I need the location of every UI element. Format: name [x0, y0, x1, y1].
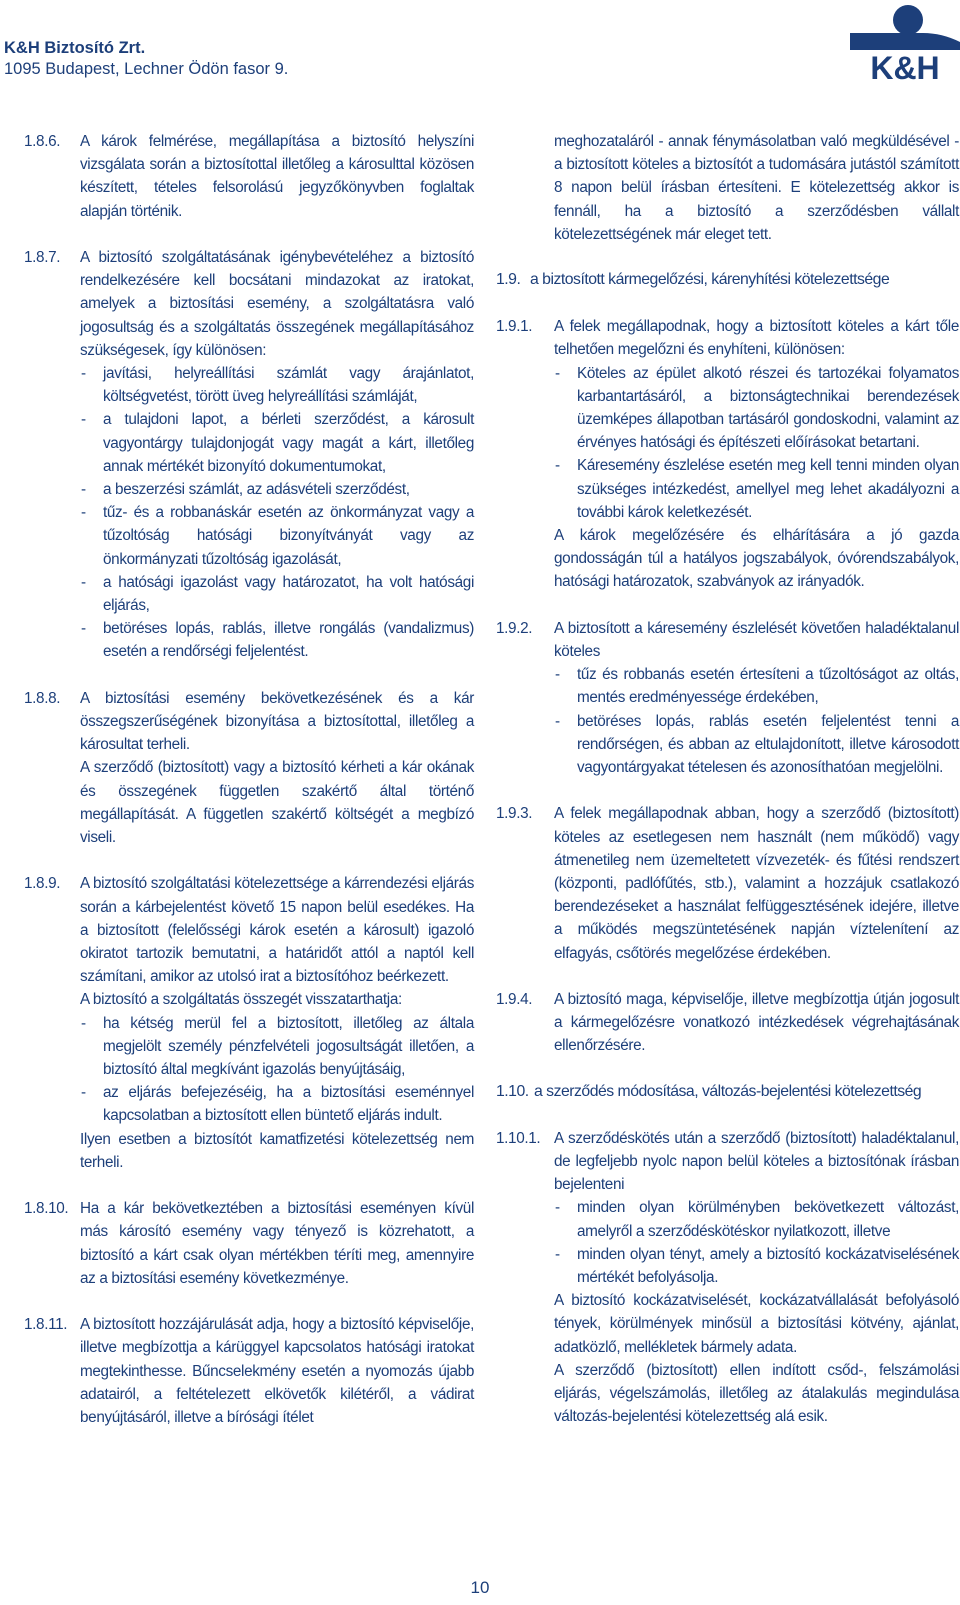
section-title: a szerződés módosítása, változás-bejelentési kötelezettség — [534, 1082, 922, 1100]
clause-text: A felek megállapodnak abban, hogy a szerződő (biztosított) köteles az esetlegesen nem használt (nem működő) vagy átmenetileg nem üzemeltetett vízvezeték- és fűtési rendszert (központi, padlófűtés, stb.), valamint a hozzájuk csatlakozó berendezéseket a használat felfüggesztésének idejére, illetve a működés megszüntetésének napján víztelenítení az elfagyás, csőtörés megelőzése érdekében. — [554, 805, 959, 962]
logo-text: K&H — [870, 50, 940, 82]
clause-text: A szerződéskötés után a szerződő (biztosított) haladéktalanul, de legfeljebb nyolc napon belül köteles a biztosítónak írásban bejelenteni — [554, 1129, 959, 1194]
clause-1-9-4 — [496, 988, 959, 1058]
clause-1-8-11 — [24, 1313, 474, 1429]
list-item: - tűz- és a robbanáskár esetén az önkormányzat vagy a tűzoltóság hatósági bizonyítványát vagy az önkormányzati tűzoltóság igazolását, — [80, 501, 474, 571]
list-item: - betöréses lopás, rablás esetén feljelentést tenni a rendőrségen, és abban az eltulajdonított, illetve károsodott vagyontárgyakat tételesen és azonosíthatóan megjelölni. — [554, 710, 959, 780]
clause-text: A biztosítási esemény bekövetkezésének és a kár összegszerűségének bizonyítása a biztosítottal, illetőleg a károsultat terheli. — [80, 689, 474, 754]
document-list — [80, 362, 474, 664]
right-column — [496, 130, 959, 1452]
clause-1-8-10 — [24, 1197, 474, 1290]
list-item: - Köteles az épület alkotó részei és tartozékai folyamatos karbantartásáról, a biztonságtechnikai berendezések üzemképes állapotban tartásáról gondoskodni, valamint az érvényes hatósági és építészeti előírásokat betartani. — [554, 362, 959, 455]
clause-1-8-8 — [24, 687, 474, 849]
clause-text: A szerződő (biztosított) ellen indított csőd-, felszámolási eljárás, végelszámolás, illetőleg az átalakulás megindulása változás-bejelentési kötelezettség alá esik. — [554, 1361, 959, 1426]
section-number: 1.9. — [496, 271, 521, 289]
clause-text: A biztosító szolgáltatási kötelezettsége a kárrendezési eljárás során a kárbejelentést követő 15 napon belül esedékes. Ha a biztosított (felelősségi károk esetén a károsult) igazoló okiratot tartozik bemutatni, a határidőt attól a naptól kell számítani, amikor az utolsó irat a biztosítóhoz beérkezett. — [80, 875, 474, 986]
section-number: 1.10. — [496, 1082, 529, 1100]
clause-number: 1.8.8. — [24, 689, 61, 707]
clause-number: 1.8.11. — [24, 1316, 68, 1334]
clause-text: A biztosító maga, képviselője, illetve megbízottja útján jogosult a kármegelőzésre vonatkozó intézkedések végrehajtásának ellenőrzésére. — [554, 991, 959, 1055]
list-item: - a beszerzési számlát, az adásvételi szerződést, — [80, 478, 474, 501]
clause-1-9-2 — [496, 617, 959, 779]
list-item: - javítási, helyreállítási számlát vagy árajánlatot, költségvetést, törött üveg helyreállítási számláját, — [80, 362, 474, 408]
clause-1-8-6 — [24, 130, 474, 223]
clause-number: 1.9.2. — [496, 619, 533, 637]
company-name: K&H Biztosító Zrt. — [4, 39, 146, 57]
list-item: - minden olyan körülményben bekövetkezett változást, amelyről a szerződéskötéskor nyilatkozott, illetve — [554, 1196, 959, 1242]
company-info — [4, 38, 288, 80]
clause-number: 1.8.10. — [24, 1200, 69, 1218]
clause-1-10-1 — [496, 1127, 959, 1429]
clause-text: A biztosító kockázatviselését, kockázatvállalását befolyásoló tények, körülmények minősül a biztosítási kötvény, ajánlat, adatközlő, mellékletek bármely adata. — [554, 1292, 959, 1356]
clause-1-8-9 — [24, 872, 474, 1174]
list-item: - Káresemény észlelése esetén meg kell tenni minden olyan szükséges intézkedést, amellyel meg lehet akadályozni a további károk keletkezését. — [554, 454, 959, 524]
kh-logo-icon — [850, 0, 960, 82]
clause-text: Ha a kár bekövetkeztében a biztosítási eseményen kívül más károsító esemény vagy tényező is közrehatott, a biztosító a kárt csak olyan mértékben téríti meg, amennyire az a biztosítási esemény következménye. — [80, 1200, 474, 1287]
obligation-list — [554, 362, 959, 524]
clause-continuation: meghozataláról - annak fénymásolatban való megküldésével - a biztosított köteles a biztosítót a tudomására jutástól számított 8 napon belül írásban értesíteni. E kötelezettség akkor is fennáll, ha a biztosító a szerződésben vállalt kötelezettségének már eleget tett. — [554, 133, 959, 243]
clause-number: 1.8.7. — [24, 249, 61, 266]
clause-text: Ilyen esetben a biztosítót kamatfizetési kötelezettség nem terheli. — [80, 1130, 474, 1171]
clause-number: 1.9.3. — [496, 805, 533, 823]
clause-number: 1.9.4. — [496, 991, 533, 1009]
clause-text: A felek megállapodnak, hogy a biztosított köteles a kárt tőle telhetően megelőzni és enyhíteni, különösen: — [554, 318, 959, 359]
clause-text: A károk felmérése, megállapítása a biztosító helyszíni vizsgálata során a biztosítottal illetőleg a károsulttal közösen készített, tételes felsorolású jegyzőkönyvben foglaltak alapján történik. — [80, 133, 474, 220]
list-item: - ha kétség merül fel a biztosított, illetőleg az általa megjelölt személy pénzfelvételi jogosultságát illetően, a biztosító által megkívánt igazolás benyújtásáig, — [80, 1012, 474, 1082]
clause-number: 1.10.1. — [496, 1129, 541, 1147]
notification-list — [554, 663, 959, 779]
list-item: - minden olyan tényt, amely a biztosító kockázatviselésének mértékét befolyásolja. — [554, 1243, 959, 1289]
withholding-list — [80, 1012, 474, 1128]
section-heading-1-9 — [496, 269, 959, 291]
left-column — [24, 130, 474, 1452]
clause-text: A szerződő (biztosított) vagy a biztosító kérheti a kár okának és összegének független szakértő által történő megállapítását. A független szakértő költségét a megbízó viseli. — [80, 759, 474, 847]
clause-1-9-1 — [496, 315, 959, 593]
list-item: - tűz és robbanás esetén értesíteni a tűzoltóságot az oltás, mentés eredményessége érdekében, — [554, 663, 959, 709]
page-header — [0, 0, 960, 100]
clause-text: A károk megelőzésére és elhárítására a jó gazda gondosságán túl a hatályos jogszabályok, óvórendszabályok, hatósági határozatok, szabványok az irányadók. — [554, 527, 959, 591]
clause-1-8-7 — [24, 246, 474, 664]
change-list — [554, 1196, 959, 1289]
list-item: - betöréses lopás, rablás, illetve rongálás (vandalizmus) esetén a rendőrségi feljelentést. — [80, 617, 474, 663]
clause-text: A biztosító a szolgáltatás összegét visszatarthatja: — [80, 991, 402, 1009]
clause-text: A biztosított a káresemény észlelését követően haladéktalanul köteles — [554, 619, 959, 661]
list-item: - az eljárás befejezéséig, ha a biztosítási eseménnyel kapcsolatban a biztosított ellen büntető eljárás indult. — [80, 1081, 474, 1127]
section-title: a biztosított kármegelőzési, kárenyhítési kötelezettsége — [530, 271, 890, 289]
clause-number: 1.9.1. — [496, 318, 533, 336]
list-item: - a tulajdoni lapot, a bérleti szerződést, a károsult vagyontárgy tulajdonjogát vagy magát a kárt, illetőleg annak mértékét bizonyító dokumentumokat, — [80, 408, 474, 478]
clause-text: A biztosított hozzájárulását adja, hogy a biztosító képviselője, illetve megbízottja a kárüggyel kapcsolatos hatósági iratokat megtekinthesse. Bűncselekmény esetén a nyomozás újabb adatairól, a feltételezett elkövetők kilétéről, a vádirat benyújtásáról, illetve a bírósági ítélet — [80, 1316, 474, 1427]
company-address: 1095 Budapest, Lechner Ödön fasor 9. — [4, 60, 289, 78]
list-item: - a hatósági igazolást vagy határozatot, ha volt hatósági eljárás, — [80, 571, 474, 617]
clause-text: A biztosító szolgáltatásának igénybevételéhez a biztosító rendelkezésére kell bocsátani mindazokat az iratokat, amelyek a biztosítási esemény, a szolgáltatásra való jogosultság és a szolgáltatás összegének megállapításához szükségesek, így különösen: — [80, 249, 474, 359]
clause-number: 1.8.9. — [24, 875, 61, 893]
page-number: 10 — [470, 1578, 490, 1597]
section-heading-1-10 — [496, 1081, 959, 1103]
clause-number: 1.8.6. — [24, 133, 61, 150]
clause-1-9-3 — [496, 802, 959, 964]
